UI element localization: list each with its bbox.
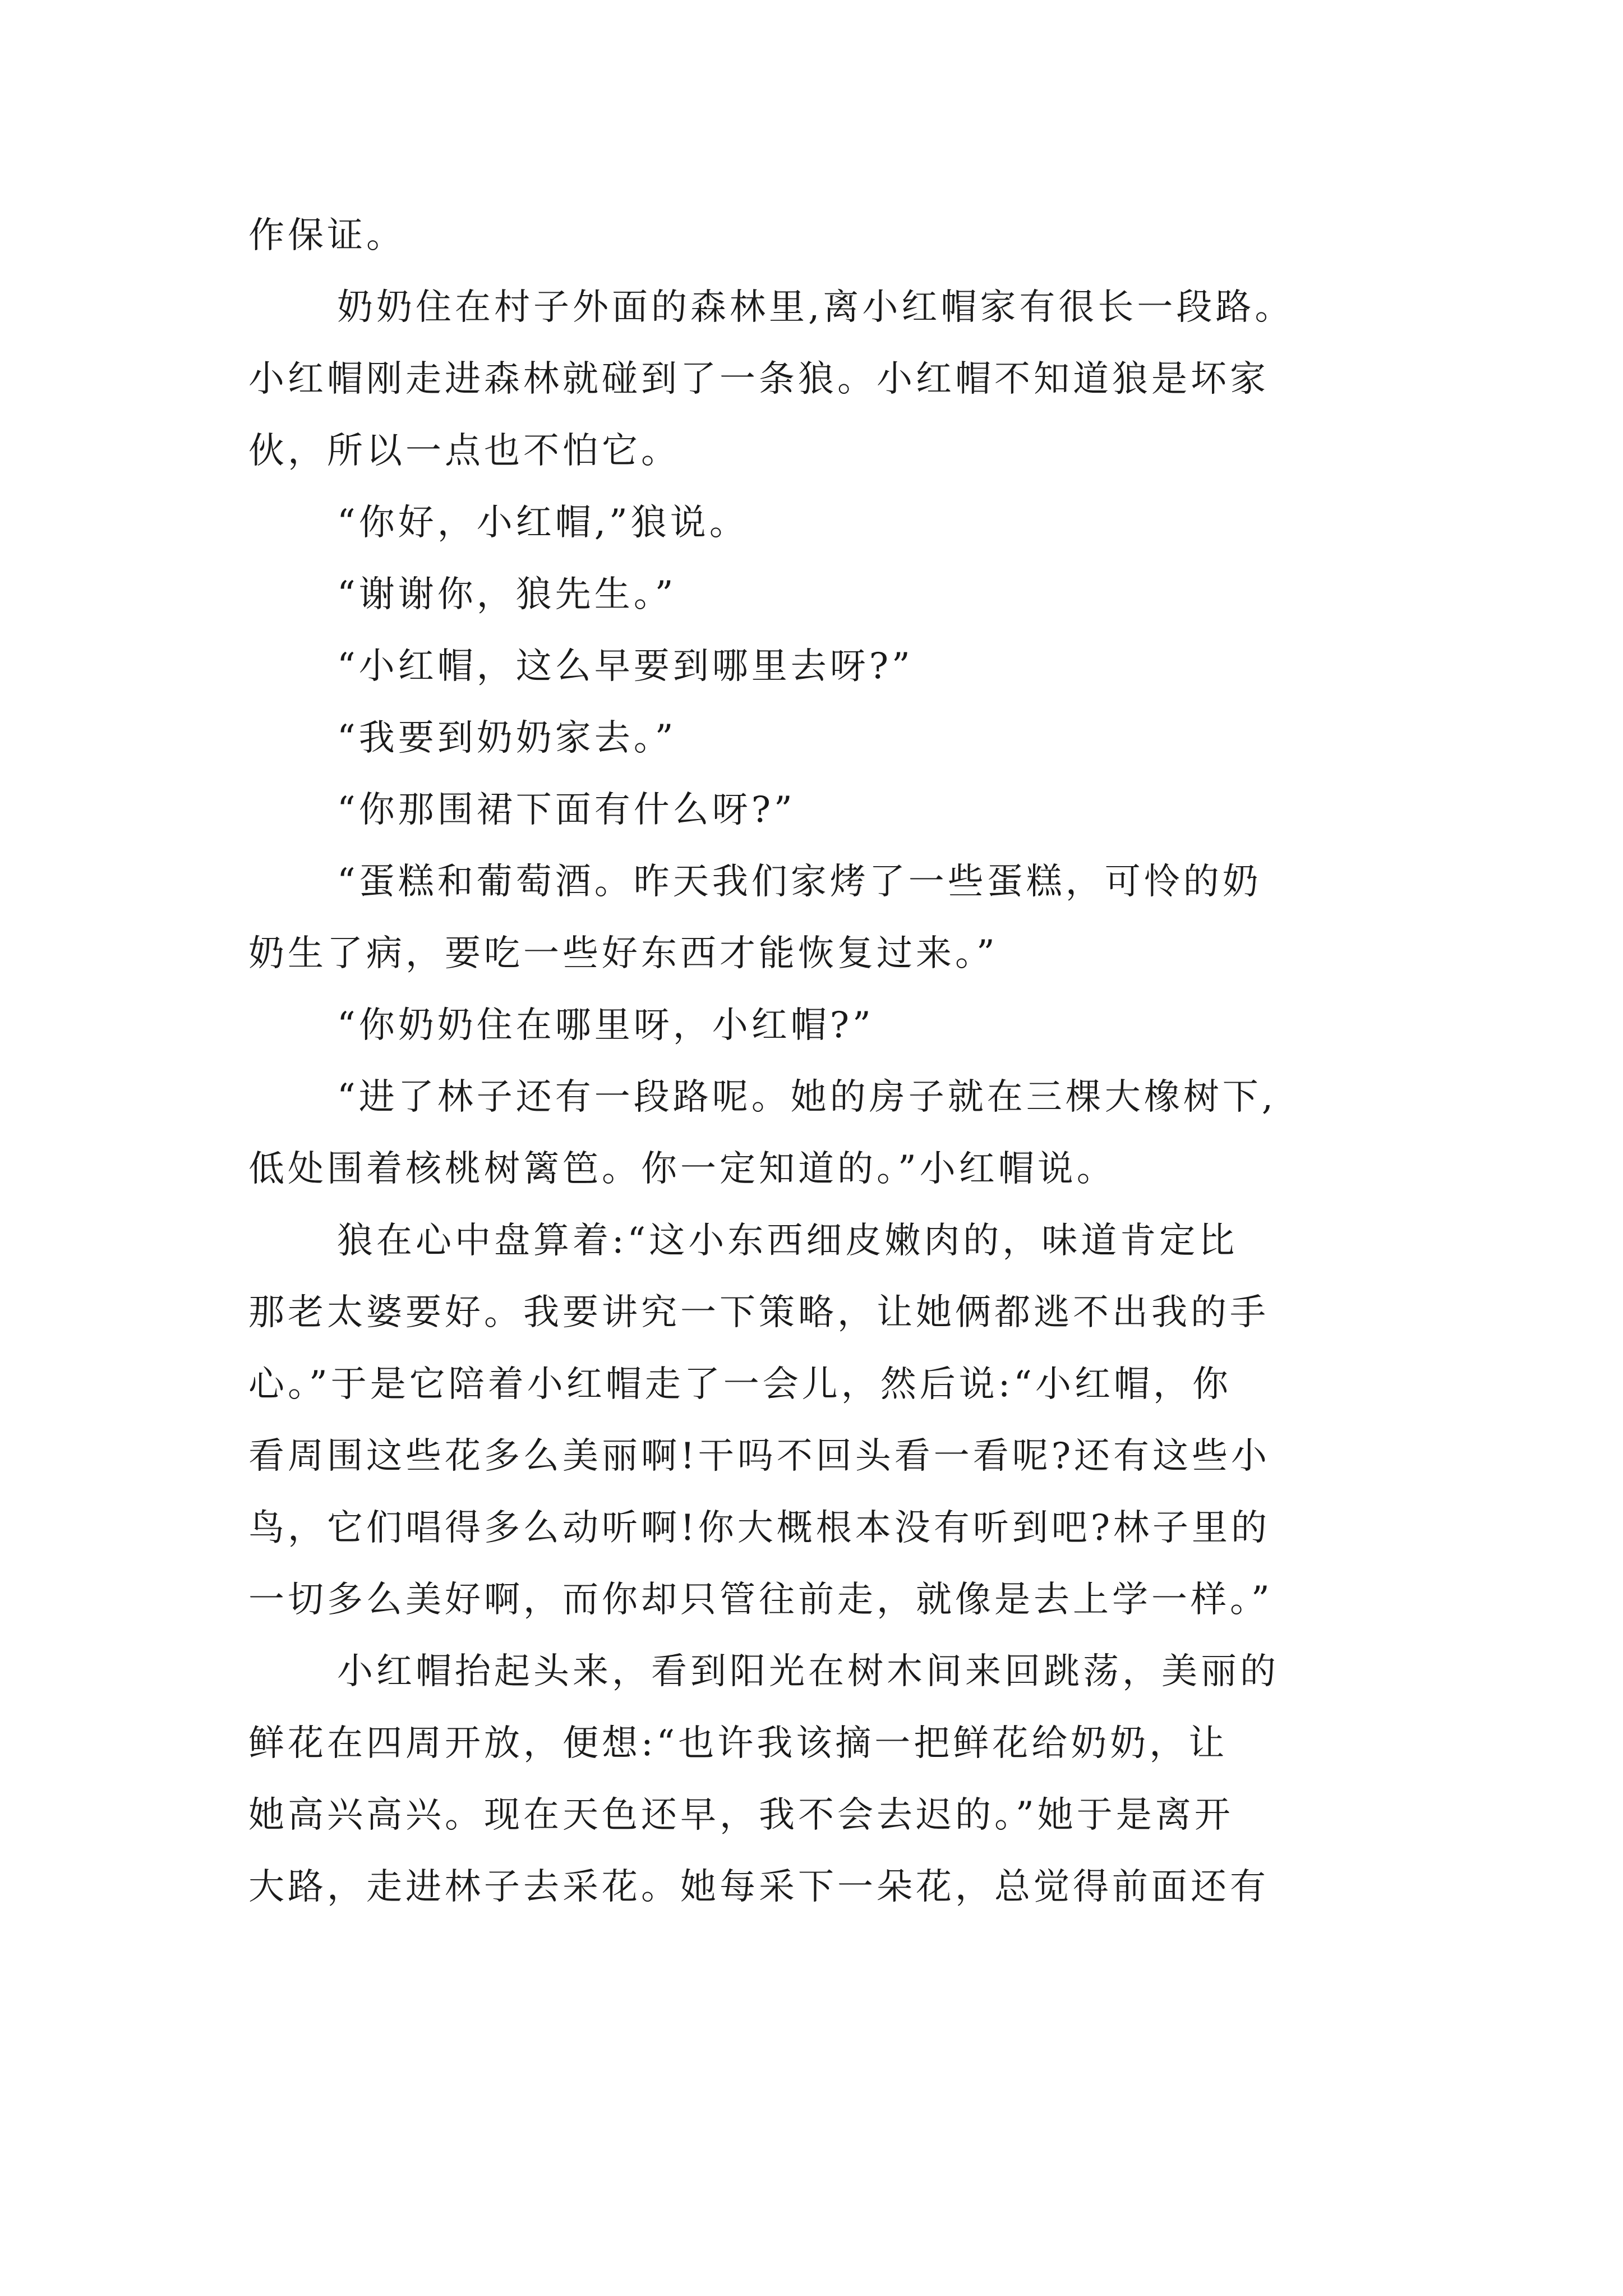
dialogue-line: “进了林子还有一段路呢。她的房子就在三棵大橡树下,	[337, 1076, 1277, 1118]
paragraph-start-line: 狼在心中盘算着:“这小东西细皮嫩肉的，味道肯定比	[337, 1220, 1238, 1262]
dialogue-line: “你好，小红帽,”狼说。	[337, 502, 749, 544]
dialogue-line: “蛋糕和葡萄酒。昨天我们家烤了一些蛋糕，可怜的奶	[337, 861, 1262, 903]
text-line: 大路，走进林子去采花。她每采下一朵花，总觉得前面还有	[248, 1866, 1269, 1908]
text-line: 鸟，它们唱得多么动听啊!你大概根本没有听到吧?林子里的	[248, 1507, 1271, 1549]
dialogue-line: “小红帽，这么早要到哪里去呀?”	[337, 646, 914, 687]
text-line: 鲜花在四周开放，便想:“也许我该摘一把鲜花给奶奶，让	[248, 1723, 1228, 1764]
dialogue-line: “你那围裙下面有什么呀?”	[337, 789, 796, 831]
text-line: 低处围着核桃树篱笆。你一定知道的。”小红帽说。	[248, 1148, 1116, 1190]
text-line: 看周围这些花多么美丽啊!干吗不回头看一看呢?还有这些小	[248, 1435, 1271, 1477]
dialogue-line: “我要到奶奶家去。”	[337, 717, 677, 759]
text-line: 她高兴高兴。现在天色还早，我不会去迟的。”她于是离开	[248, 1795, 1234, 1836]
dialogue-line: “谢谢你，狼先生。”	[337, 574, 677, 615]
paragraph-start-line: 小红帽抬起头来，看到阳光在树木间来回跳荡，美丽的	[337, 1651, 1279, 1692]
dialogue-line: “你奶奶住在哪里呀，小红帽?”	[337, 1005, 874, 1046]
text-line: 伙，所以一点也不怕它。	[248, 430, 680, 472]
text-line: 心。”于是它陪着小红帽走了一会儿，然后说:“小红帽，你	[248, 1364, 1232, 1405]
text-line: 奶生了病，要吃一些好东西才能恢复过来。”	[248, 933, 998, 974]
paragraph-start-line: 奶奶住在村子外面的森林里,离小红帽家有很长一段路。	[337, 287, 1294, 328]
text-line: 小红帽刚走进森林就碰到了一条狼。小红帽不知道狼是坏家	[248, 358, 1269, 400]
text-line: 一切多么美好啊，而你却只管往前走，就像是去上学一样。”	[248, 1579, 1273, 1621]
text-line: 那老太婆要好。我要讲究一下策略，让她俩都逃不出我的手	[248, 1292, 1269, 1333]
text-line: 作保证。	[248, 215, 405, 256]
